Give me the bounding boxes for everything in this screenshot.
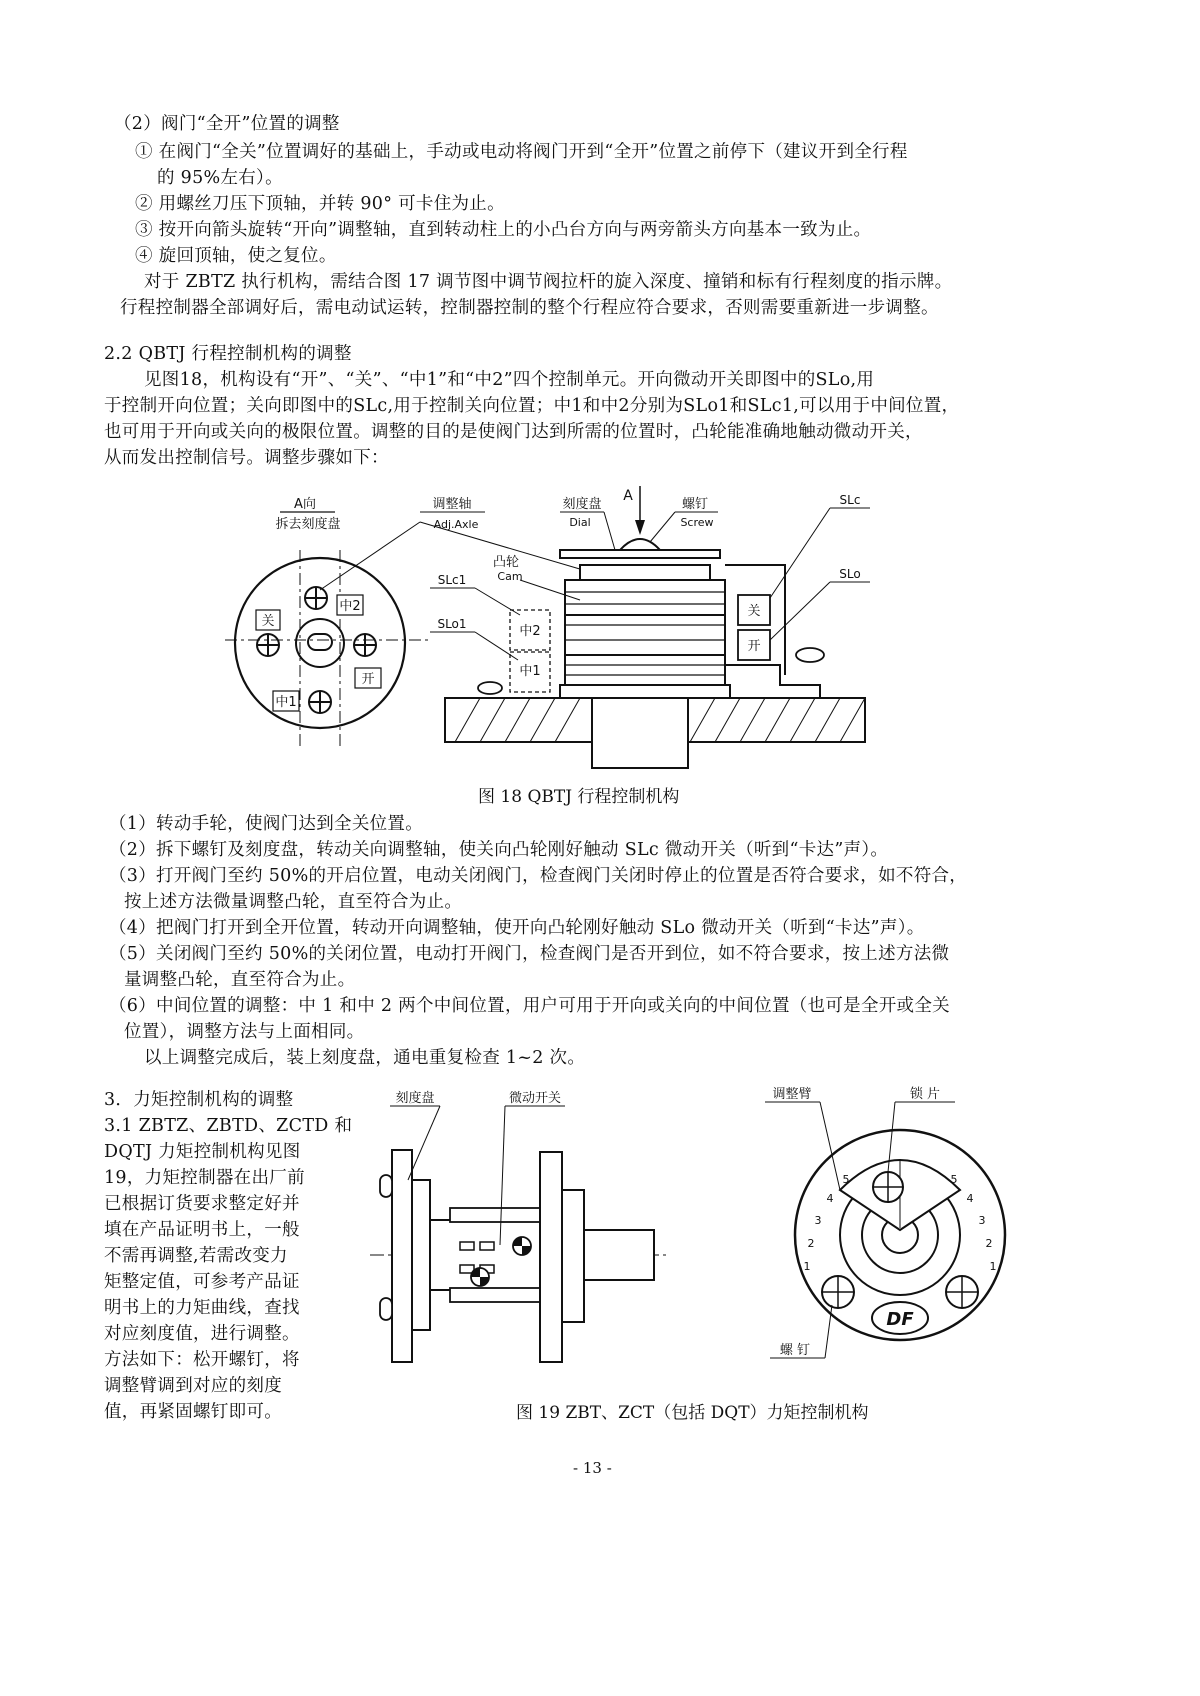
- fig18-side-view: [445, 508, 865, 768]
- fig18-label-zhong1: 中1: [275, 695, 297, 710]
- paragraph-line: 行程控制器全部调好后，需电动试运转，控制器控制的整个行程应符合要求，否则需要重新进一步调整。: [120, 298, 939, 318]
- paragraph-line: 调整臂调到对应的刻度: [104, 1376, 282, 1396]
- paragraph-line: 值，再紧固螺钉即可。: [104, 1402, 282, 1422]
- paragraph-line: 见图18，机构设有“开”、“关”、“中1”和“中2”四个控制单元。开向微动开关即图中的SLo,用: [144, 370, 875, 390]
- paragraph-line: 不需再调整,若需改变力: [104, 1246, 288, 1266]
- fig18-label-slc1: SLc1: [437, 573, 467, 587]
- fig18-label-screw-en: Screw: [680, 516, 714, 529]
- fig19-scale-right-4: 4: [966, 1192, 974, 1205]
- step-text: ④ 旋回顶轴，使之复位。: [135, 246, 337, 266]
- fig18-label-a-direction: A向: [294, 497, 316, 512]
- fig18-label-dial-en: Dial: [569, 516, 591, 529]
- fig19-scale-right-1: 1: [989, 1260, 997, 1273]
- paragraph-line: 对应刻度值，进行调整。: [104, 1324, 300, 1344]
- step-text: （3）打开阀门至约 50%的开启位置，电动关闭阀门，检查阀门关闭时停止的位置是否符合要求，如不符合，: [109, 866, 968, 886]
- fig18-label-zhong2: 中2: [339, 599, 361, 614]
- fig18-dashed-label-zhong1: 中1: [519, 664, 541, 679]
- fig18-label-slc: SLc: [839, 493, 861, 507]
- fig18-label-cam-en: Cam: [497, 570, 523, 583]
- figure-19-caption: 图 19 ZBT、ZCT（包括 DQT）力矩控制机构: [516, 1403, 869, 1423]
- paragraph-line: 以上调整完成后，装上刻度盘，通电重复检查 1~2 次。: [144, 1048, 586, 1068]
- fig18-label-adj-axle-cn: 调整轴: [432, 497, 472, 512]
- fig19-side-view: [370, 1106, 670, 1362]
- paragraph-line: 明书上的力矩曲线，查找: [104, 1298, 300, 1318]
- fig18-label-a: A: [623, 488, 633, 504]
- figure-18-caption: 图 18 QBTJ 行程控制机构: [478, 787, 680, 807]
- figure-18-diagram: [220, 480, 920, 780]
- fig19-scale-left-3: 3: [814, 1214, 822, 1227]
- paragraph-line: 从而发出控制信号。调整步骤如下：: [104, 448, 389, 468]
- fig19-label-screw: 螺 钉: [779, 1343, 811, 1358]
- step-text: （6）中间位置的调整：中 1 和中 2 两个中间位置，用户可用于开向或关向的中间位置（也可是全开或全关: [109, 996, 950, 1016]
- fig19-label-dial: 刻度盘: [395, 1091, 435, 1106]
- fig19-label-micro-switch: 微动开关: [508, 1091, 562, 1106]
- paragraph-line: DQTJ 力矩控制机构见图: [104, 1142, 301, 1162]
- step-text: （1）转动手轮，使阀门达到全关位置。: [109, 814, 424, 834]
- fig18-label-adj-axle-en: Adj.Axle: [433, 518, 479, 531]
- step-text: ③ 按开向箭头旋转“开向”调整轴，直到转动柱上的小凸台方向与两旁箭头方向基本一致为止。: [135, 220, 872, 240]
- fig18-label-slo: SLo: [839, 567, 861, 581]
- fig18-label-screw-cn: 螺钉: [681, 497, 709, 512]
- fig19-scale-left-5: 5: [842, 1173, 850, 1186]
- fig18-label-cam-cn: 凸轮: [492, 555, 520, 570]
- fig19-scale-left-2: 2: [807, 1237, 815, 1250]
- step-text: 的 95%左右）。: [157, 168, 283, 188]
- paragraph-line: 填在产品证明书上，一般: [104, 1220, 300, 1240]
- fig19-logo: DF: [886, 1309, 914, 1330]
- paragraph-line: 方法如下：松开螺钉，将: [104, 1350, 300, 1370]
- step-text: 位置），调整方法与上面相同。: [124, 1022, 365, 1042]
- paragraph-line: 矩整定值，可参考产品证: [104, 1272, 300, 1292]
- step-text: （2）拆下螺钉及刻度盘，转动关向调整轴，使关向凸轮刚好触动 SLc 微动开关（听到“卡达”声）。: [109, 840, 889, 860]
- paragraph-line: 已根据订货要求整定好并: [104, 1194, 300, 1214]
- fig18-dashed-label-zhong2: 中2: [519, 624, 541, 639]
- fig18-side-label-guan: 关: [747, 604, 761, 619]
- fig19-scale-right-3: 3: [978, 1214, 986, 1227]
- fig19-label-lock-plate: 锁 片: [909, 1087, 941, 1102]
- fig18-label-remove-dial: 拆去刻度盘: [275, 517, 341, 532]
- section-title: 3．力矩控制机构的调整: [104, 1090, 294, 1110]
- fig19-scale-left-1: 1: [803, 1260, 811, 1273]
- section-title: 2.2 QBTJ 行程控制机构的调整: [104, 344, 352, 364]
- paragraph-line: 于控制开向位置；关向即图中的SLc,用于控制关向位置；中1和中2分别为SLo1和SLc1,可以用于中间位置，: [104, 396, 960, 416]
- paragraph-line: 19，力矩控制器在出厂前: [104, 1168, 305, 1188]
- fig19-scale-right-5: 5: [950, 1173, 958, 1186]
- fig19-scale-left-4: 4: [826, 1192, 834, 1205]
- fig18-label-kai: 开: [361, 672, 375, 687]
- fig18-label-dial-cn: 刻度盘: [562, 497, 602, 512]
- paragraph-line: 对于 ZBTZ 执行机构，需结合图 17 调节图中调节阀拉杆的旋入深度、撞销和标有行程刻度的指示牌。: [144, 272, 953, 292]
- page-number: - 13 -: [573, 1459, 612, 1477]
- figure-19-diagram: [370, 1080, 1090, 1410]
- step-text: 按上述方法微量调整凸轮，直至符合为止。: [124, 892, 463, 912]
- fig19-label-adj-arm: 调整臂: [772, 1087, 812, 1102]
- fig18-a-view: [225, 550, 430, 750]
- fig18-side-label-kai: 开: [747, 639, 761, 654]
- step-text: （4）把阀门打开到全开位置，转动开向调整轴，使开向凸轮刚好触动 SLo 微动开关（听到“卡达”声）。: [109, 918, 925, 938]
- fig19-front-view: [770, 1102, 1005, 1358]
- fig18-label-slo1: SLo1: [437, 617, 467, 631]
- step-text: ① 在阀门“全关”位置调好的基础上，手动或电动将阀门开到“全开”位置之前停下（建议开到全行程: [135, 142, 908, 162]
- subsection-title: （2）阀门“全开”位置的调整: [114, 114, 340, 134]
- fig18-label-guan: 关: [261, 614, 275, 629]
- step-text: ② 用螺丝刀压下顶轴，并转 90° 可卡住为止。: [135, 194, 505, 214]
- step-text: （5）关闭阀门至约 50%的关闭位置，电动打开阀门，检查阀门是否开到位，如不符合要求，按上述方法微: [109, 944, 950, 964]
- fig19-scale-right-2: 2: [985, 1237, 993, 1250]
- paragraph-line: 3.1 ZBTZ、ZBTD、ZCTD 和: [104, 1116, 353, 1136]
- paragraph-line: 也可用于开向或关向的极限位置。调整的目的是使阀门达到所需的位置时，凸轮能准确地触动微动开关，: [104, 422, 923, 442]
- step-text: 量调整凸轮，直至符合为止。: [124, 970, 356, 990]
